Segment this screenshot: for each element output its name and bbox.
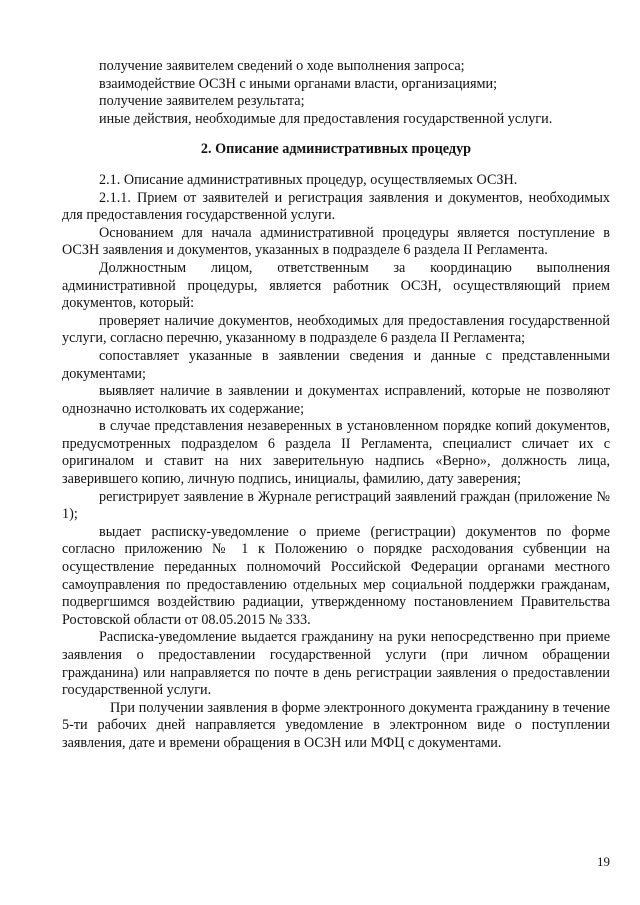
document-page [62,58,610,753]
paragraph: выявляет наличие в заявлении и документах исправлений, которые не позволяют однозначно истолковать их содержание; [62,383,610,417]
paragraph: 2.1. Описание административных процедур, осуществляемых ОСЗН. [99,171,518,188]
paragraph: Основанием для начала административной процедуры является поступление в ОСЗН заявления и документов, указанных в подразделе 6 раздела II Регламента. [62,224,610,259]
page-number: 19 [597,854,610,869]
paragraph: сопоставляет указанные в заявлении сведения и данные с представленными документами; [62,347,610,382]
paragraph: 2.1.1. Прием от заявителей и регистрация заявления и документов, необходимых для предоставления государственной услуги. [62,189,610,224]
list-item: получение заявителем результата; [99,93,305,110]
paragraph: регистрирует заявление в Журнале регистраций заявлений граждан (приложение № 1); [62,488,610,523]
paragraph: выдает расписку-уведомление о приеме (регистрации) документов по форме согласно приложению № 1 к Положению о порядке расходования субвенции на осуществление переданных полномочий Российской Федерации органами местного самоуправления по предоставлению отдельных мер социальной поддержки гражданам, подвергшимся воздействию радиации, утвержденному постановлением Правительства Ростовской области от 08.05.2015 № 333. [62,523,610,628]
list-item: получение заявителем сведений о ходе выполнения запроса; [99,58,465,74]
paragraph: Должностным лицом, ответственным за координацию выполнения административной процедуры, является работник ОСЗН, осуществляющий прием документов, который: [62,259,610,312]
section-heading: 2. Описание административных процедур [200,141,472,158]
paragraph: Расписка-уведомление выдается гражданину на руки непосредственно при приеме заявления о предоставлении государственной услуги (при личном обращении гражданина) или направляется по почте в день регистрации заявления о предоставлении государственной услуги. [62,629,610,699]
paragraph: проверяет наличие документов, необходимых для предоставления государственной услуги, согласно перечню, указанному в подразделе 6 раздела II Регламента; [62,312,610,347]
paragraph: При получении заявления в форме электронного документа гражданину в течение 5-ти рабочих дней направляется уведомление в электронном виде о поступлении заявления, дате и времени обращения в ОСЗН или МФЦ с документами. [62,699,610,751]
list-item: взаимодействие ОСЗН с иными органами власти, организациями; [99,75,498,92]
list-item: иные действия, необходимые для предоставления государственной услуги. [99,110,553,127]
paragraph: в случае представления незаверенных в установленном порядке копий документов, предусмотренных подразделом 6 раздела II Регламента, специалист сличает их с оригиналом и ставит на них заверительную надпись «Верно», должность лица, заверившего копию, личную подпись, инициалы, фамилию, дату заверения; [62,418,610,488]
